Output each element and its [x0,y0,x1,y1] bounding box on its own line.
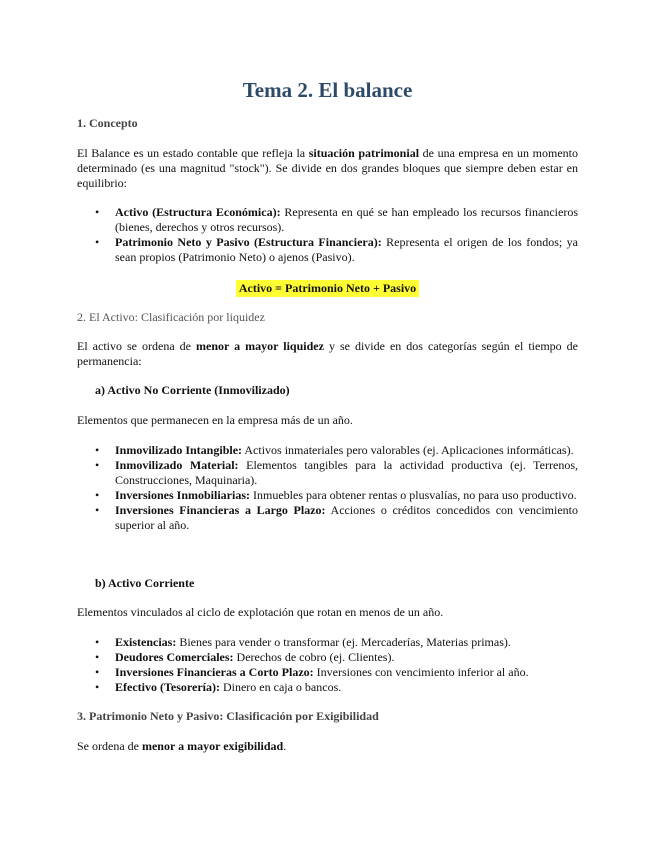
list-item-term: Inmovilizado Intangible: [115,443,243,457]
section-3-heading: 3. Patrimonio Neto y Pasivo: Clasificación por Exigibilidad [77,709,379,723]
list-item [95,650,578,665]
subsection-a-intro: Elementos que permanecen en la empresa más de un año. [77,413,353,427]
section-2-paragraph-text-start: El activo se ordena de [77,339,197,353]
list-item-text: Elementos tangibles para la actividad productiva (ej. Terrenos, Construcciones, Maquinaria). [115,458,578,487]
subsection-b-intro: Elementos vinculados al ciclo de explotación que rotan en menos de un año. [77,605,444,619]
list-item-text: Dinero en caja o bancos. [219,680,342,694]
list-item-text: Derechos de cobro (ej. Clientes). [233,650,395,664]
list-item [95,205,578,235]
section-3-paragraph-bold: menor a mayor exigibilidad [141,739,284,753]
list-item-term: Efectivo (Tesorería): [115,680,220,694]
list-item-text: Inmuebles para obtener rentas o plusvalías, no para uso productivo. [250,488,577,502]
list-item-text: Activos inmateriales pero valorables (ej. Aplicaciones informáticas). [242,443,574,457]
section-3-paragraph-text-end: . [283,739,287,753]
section-1-paragraph-text-end: de una empresa en un momento determinado (es una magnitud "stock"). Se divide en dos grandes bloques que siempre deben estar en equilibrio: [77,146,578,190]
bullet-icon: • [95,443,100,457]
bullet-icon: • [95,650,100,664]
list-item [95,458,578,488]
section-1-paragraph [77,146,578,191]
section-2-paragraph-bold: menor a mayor liquidez [196,339,324,353]
list-item-term: Inversiones Inmobiliarias: [115,488,251,502]
bullet-icon: • [95,488,100,502]
section-1-paragraph-bold: situación patrimonial [308,146,420,160]
bullet-icon: • [95,235,100,249]
section-3-paragraph [77,739,578,754]
section-1-bullet-list [95,205,579,265]
section-2-heading: 2. El Activo: Clasificación por liquidez [77,310,265,324]
list-item [95,443,578,458]
bullet-icon: • [95,458,100,472]
subsection-a-bullet-list [95,443,578,533]
bullet-icon: • [95,503,100,517]
list-item-text: Acciones o créditos concedidos con vencimiento superior al año. [115,503,578,532]
formula-container [77,279,578,297]
list-item-term: Existencias: [115,635,177,649]
balance-formula: Activo = Patrimonio Neto + Pasivo [236,280,419,297]
list-item-text: Representa en qué se han empleado los recursos financieros (bienes, derechos y otros recursos). [115,205,578,234]
subsection-b-heading: b) Activo Corriente [95,576,195,590]
list-item [95,665,578,680]
list-item [95,635,578,650]
subsection-a-heading: a) Activo No Corriente (Inmovilizado) [95,383,290,397]
list-item-term: Activo (Estructura Económica): [115,205,281,219]
list-item-term: Inmovilizado Material: [115,458,239,472]
list-item [95,680,578,695]
subsection-b-bullet-list [95,635,578,695]
list-item-text: Representa el origen de los fondos; ya sean propios (Patrimonio Neto) o ajenos (Pasivo). [115,235,579,264]
list-item-term: Inversiones Financieras a Largo Plazo: [115,503,326,517]
section-1-heading: 1. Concepto [77,116,138,130]
bullet-icon: • [95,205,100,219]
section-2-paragraph-text-end: y se divide en dos categorías según el tiempo de permanencia: [77,339,578,368]
list-item-term: Inversiones Financieras a Corto Plazo: [115,665,314,679]
list-item [95,235,579,265]
section-3-paragraph-text-start: Se ordena de [77,739,142,753]
bullet-icon: • [95,665,100,679]
page-title: Tema 2. El balance [242,78,413,102]
bullet-icon: • [95,680,100,694]
bullet-icon: • [95,635,100,649]
section-1-paragraph-text-start: El Balance es un estado contable que refleja la [77,146,309,160]
list-item-term: Patrimonio Neto y Pasivo (Estructura Financiera): [115,235,382,249]
list-item [95,503,578,533]
list-item-text: Bienes para vender o transformar (ej. Mercaderías, Materias primas). [176,635,511,649]
list-item [95,488,578,503]
section-2-paragraph [77,339,578,369]
list-item-text: Inversiones con vencimiento inferior al año. [313,665,529,679]
list-item-term: Deudores Comerciales: [115,650,234,664]
